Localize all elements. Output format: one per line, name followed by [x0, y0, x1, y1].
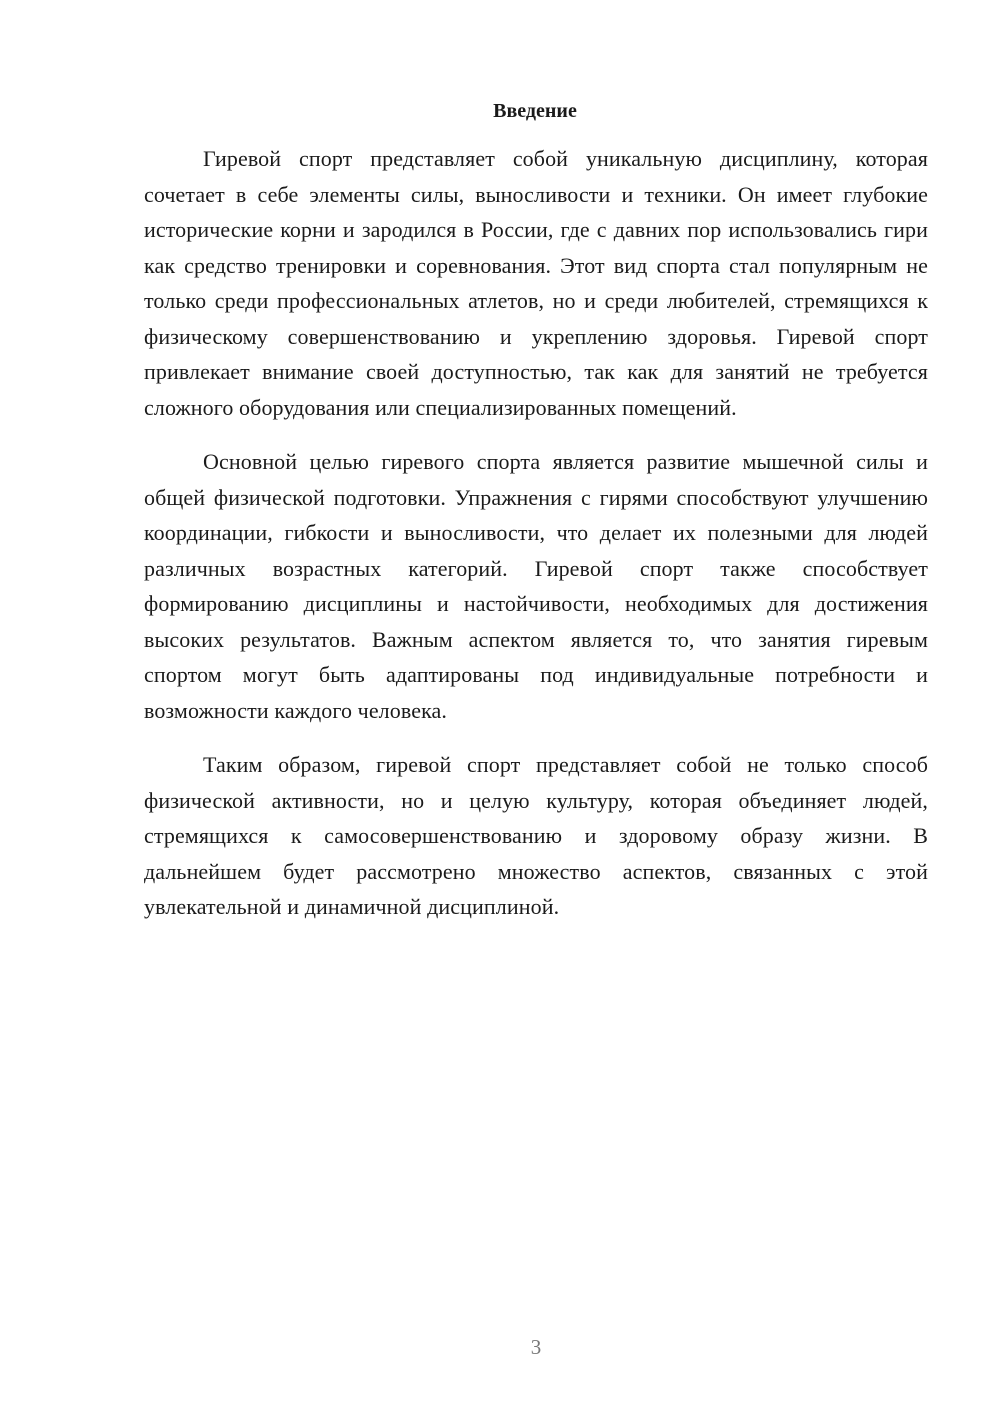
- section-heading: Введение: [493, 100, 577, 122]
- page-number: 3: [530, 1335, 542, 1359]
- body-text: [144, 141, 928, 944]
- paragraph-3: Таким образом, гиревой спорт представляет собой не только способ физической активности, но и целую культуру, которая объединяет людей, стремящихся к самосовершенствованию и здоровому образу жизни. В дальнейшем будет рассмотрено множество аспектов, связанных с этой увлекательной и динамичной дисциплиной.: [144, 752, 928, 919]
- paragraph-1: Гиревой спорт представляет собой уникальную дисциплину, которая сочетает в себе элементы силы, выносливости и техники. Он имеет глубокие исторические корни и зародился в России, где с давних пор использовались гири как средство тренировки и соревнования. Этот вид спорта стал популярным не только среди профессиональных атлетов, но и среди любителей, стремящихся к физическому совершенствованию и укреплению здоровья. Гиревой спорт привлекает внимание своей доступностью, так как для занятий не требуется сложного оборудования или специализированных помещений.: [144, 146, 928, 420]
- paragraph-2: Основной целью гиревого спорта является развитие мышечной силы и общей физической подготовки. Упражнения с гирями способствуют улучшению координации, гибкости и выносливости, что делает их полезными для людей различных возрастных категорий. Гиревой спорт также способствует формированию дисциплины и настойчивости, необходимых для достижения высоких результатов. Важным аспектом является то, что занятия гиревым спортом могут быть адаптированы под индивидуальные потребности и возможности каждого человека.: [144, 449, 928, 723]
